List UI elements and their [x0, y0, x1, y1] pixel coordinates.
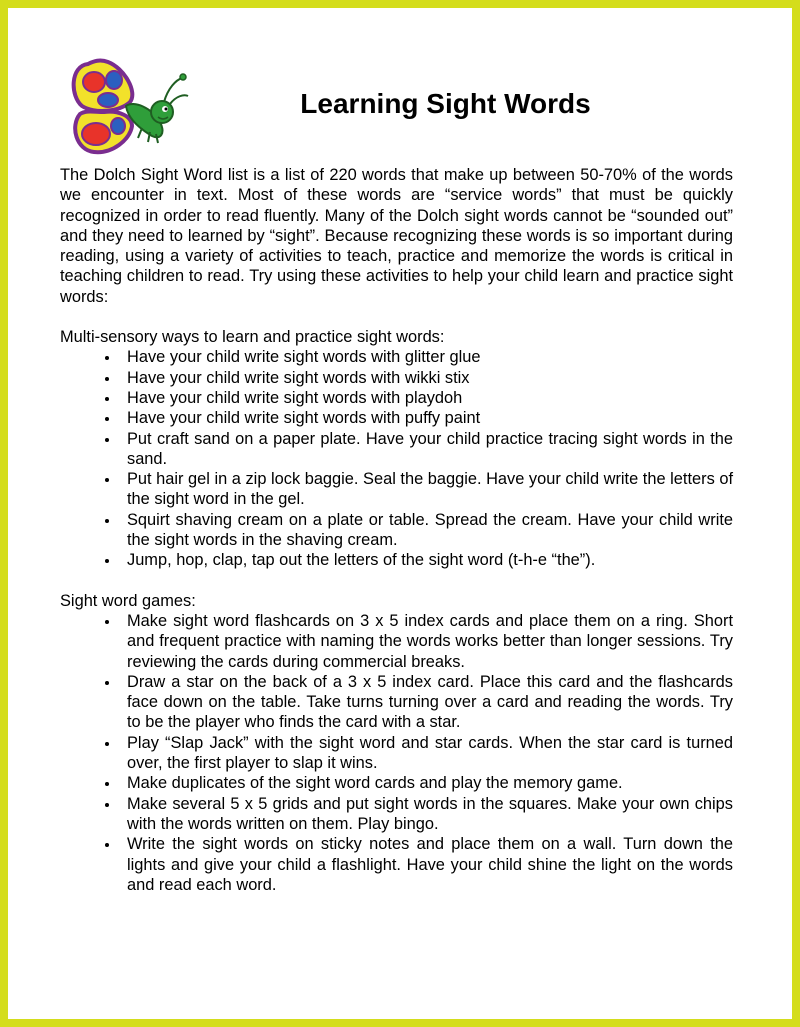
list-item: Put craft sand on a paper plate. Have your child practice tracing sight words in the sand.: [127, 429, 733, 468]
section-heading-multisensory: Multi-sensory ways to learn and practice sight words:: [60, 328, 445, 347]
list-item: Jump, hop, clap, tap out the letters of the sight word (t-h-e “the”).: [127, 550, 733, 570]
list-item: Have your child write sight words with puffy paint: [127, 408, 733, 428]
list-item: Have your child write sight words with glitter glue: [127, 347, 733, 367]
list-item: Have your child write sight words with playdoh: [127, 388, 733, 408]
multisensory-list: [60, 347, 733, 570]
list-item: Write the sight words on sticky notes and place them on a wall. Turn down the lights and give your child a flashlight. Have your child shine the light on the words and read each word.: [127, 835, 733, 894]
page-title: Learning Sight Words: [300, 88, 591, 119]
list-item: Make sight word flashcards on 3 x 5 index cards and place them on a ring. Short and frequent practice with naming the words works better than longer sessions. Try reviewing the cards during commercial breaks.: [127, 611, 733, 671]
list-item: Play “Slap Jack” with the sight word and star cards. When the star card is turned over, the first player to slap it wins.: [127, 733, 733, 773]
list-item: Make several 5 x 5 grids and put sight words in the squares. Make your own chips with the words written on them. Play bingo.: [127, 794, 733, 833]
list-item: Draw a star on the back of a 3 x 5 index card. Place this card and the flashcards face down on the table. Take turns turning over a card and reading the words. Try to be the player who finds the card with a star.: [127, 672, 733, 732]
list-item: Squirt shaving cream on a plate or table. Spread the cream. Have your child write the sight words in the shaving cream.: [127, 510, 733, 550]
content: [60, 165, 733, 895]
section-heading-games: Sight word games:: [60, 591, 196, 610]
list-item: Make duplicates of the sight word cards and play the memory game.: [127, 773, 733, 793]
list-item: Put hair gel in a zip lock baggie. Seal the baggie. Have your child write the letters of the sight word in the gel.: [127, 470, 733, 509]
intro-paragraph: The Dolch Sight Word list is a list of 220 words that make up between 50-70% of the words we encounter in text. Most of these words are “service words” that must be quickly recognized in order to read fluently. Many of the Dolch sight words cannot be “sounded out” and they need to learned by “sight”. Because recognizing these words is so important during reading, using a variety of activities to teach, practice and memorize the words is critical in teaching children to read. Try using these activities to help your child learn and practice sight words:: [60, 166, 733, 306]
butterfly-icon: [68, 56, 190, 158]
games-list: [60, 611, 733, 895]
list-item: Have your child write sight words with wikki stix: [127, 368, 733, 388]
